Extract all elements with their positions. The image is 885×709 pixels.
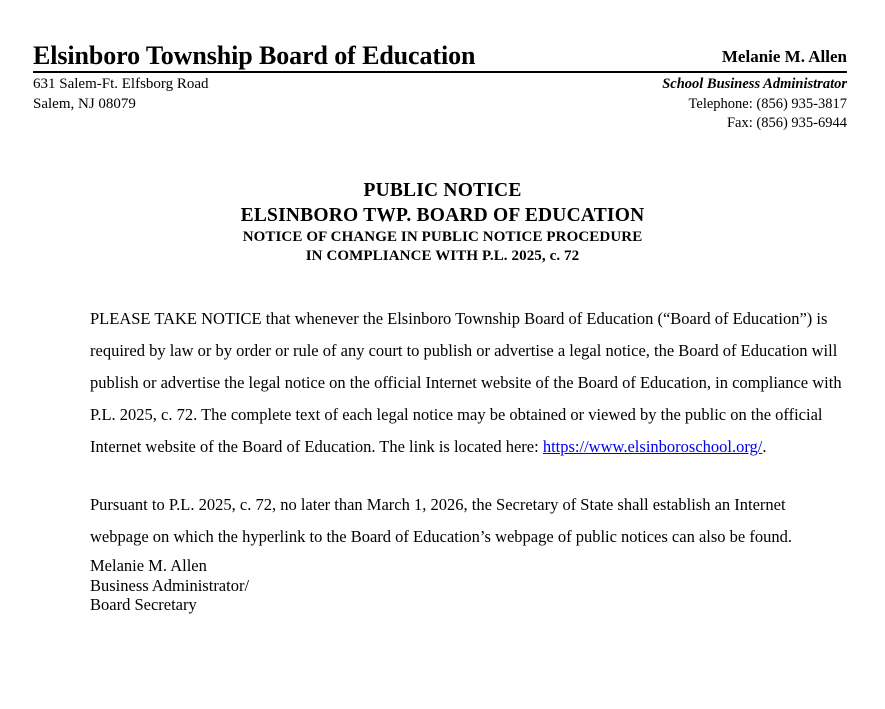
contact-name: Melanie M. Allen [721, 47, 847, 66]
signature-block [90, 556, 249, 615]
notice-heading-line-4: IN COMPLIANCE WITH P.L. 2025, c. 72 [305, 248, 580, 264]
contact-fax: Fax: (856) 935-6944 [726, 115, 847, 131]
contact-telephone: Telephone: (856) 935-3817 [688, 95, 847, 112]
letterhead-title-row [33, 42, 847, 70]
body-paragraph-2: Pursuant to P.L. 2025, c. 72, no later than March 1, 2026, the Secretary of State shall establish an Internet webpage on which the hyperlink to the Board of Education’s webpage of public notices can also be found. [90, 495, 792, 546]
signature-name: Melanie M. Allen [90, 556, 207, 575]
address-line-2: Salem, NJ 08079 [33, 95, 136, 112]
contact-role: School Business Administrator [662, 76, 847, 92]
address-line-1: 631 Salem-Ft. Elfsborg Road [33, 76, 209, 92]
contact-details [662, 75, 847, 134]
signature-title-line-2: Board Secretary [90, 595, 197, 614]
signature-title-line-1: Business Administrator/ [90, 575, 250, 595]
notice-heading-line-2: ELSINBORO TWP. BOARD OF EDUCATION [240, 205, 645, 226]
paragraph-1-text: PLEASE TAKE NOTICE that whenever the Elsinboro Township Board of Education (“Board of Education”) is required by law or by order or rule of any court to publish or advertise a legal notice, the Board of Education will publish or advertise the legal notice on the official Internet website of the Board of Education, in compliance with P.L. 2025, c. 72. The complete text of each legal notice may be obtained or viewed by the public on the official Internet website of the Board of Education. The link is located here: [90, 309, 842, 456]
paragraph-1-period: . [762, 437, 767, 456]
organization-address [33, 75, 209, 114]
body-paragraph-1 [90, 303, 848, 463]
notice-heading-block [0, 178, 885, 266]
notice-heading-line-1: PUBLIC NOTICE [363, 180, 522, 201]
organization-name: Elsinboro Township Board of Education [33, 41, 476, 70]
letterhead [33, 42, 847, 134]
letterhead-divider [33, 71, 847, 73]
notice-heading-line-3: NOTICE OF CHANGE IN PUBLIC NOTICE PROCEDURE [242, 229, 643, 245]
school-website-link[interactable]: https://www.elsinboroschool.org/ [542, 437, 763, 456]
letterhead-details-row [33, 75, 847, 134]
notice-body [90, 303, 848, 553]
